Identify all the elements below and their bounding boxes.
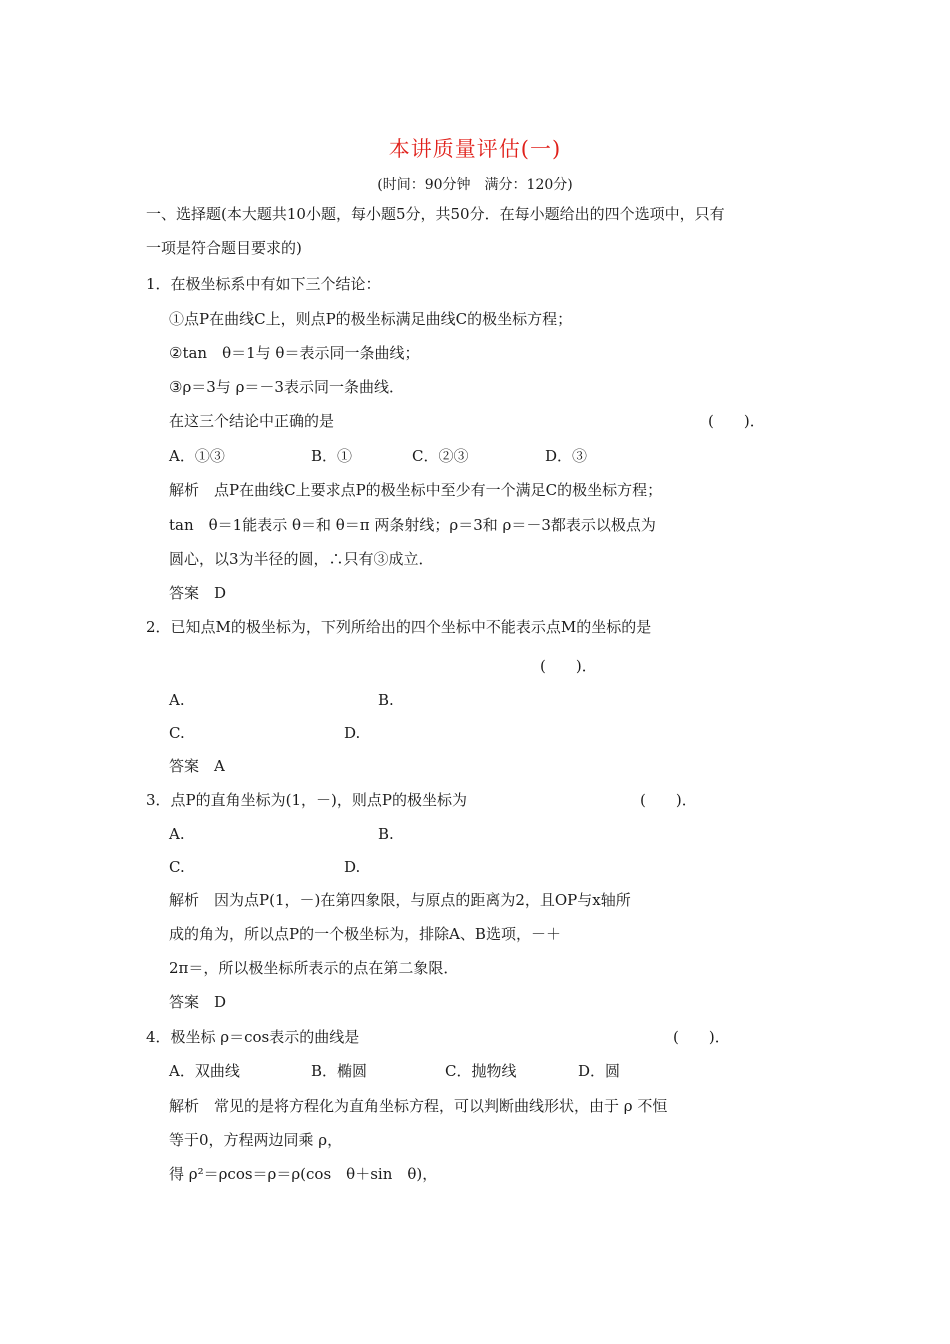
question-2-stem: 2．已知点M的极坐标为，下列所给出的四个坐标中不能表示点M的坐标的是: [146, 618, 652, 636]
question-2-option-b: B.: [378, 691, 394, 709]
question-1-ask: 在这三个结论中正确的是: [169, 412, 335, 430]
question-1-statement-1: ①点P在曲线C上，则点P的极坐标满足曲线C的极坐标方程；: [169, 310, 573, 328]
question-3-analysis-line-3: 2π＝，所以极坐标所表示的点在第二象限．: [169, 959, 459, 977]
question-4-option-a: A．双曲线: [169, 1062, 240, 1080]
exam-info: (时间：90分钟 满分：120分): [377, 177, 573, 193]
question-2-answer: 答案 A: [169, 757, 225, 775]
question-3-analysis-line-1: 解析 因为点P(1，－)在第四象限，与原点的距离为2，且OP与x轴所: [169, 891, 631, 909]
question-3-answer: 答案 D: [169, 993, 227, 1011]
page-title: 本讲质量评估(一): [388, 137, 562, 161]
question-3-option-a: A.: [169, 825, 185, 843]
question-3-option-c: C.: [169, 858, 185, 876]
question-1-stem: 1．在极坐标系中有如下三个结论：: [146, 275, 381, 293]
question-3-analysis-line-2: 成的角为，所以点P的一个极坐标为，排除A、B选项，－＋: [169, 925, 561, 943]
question-4-analysis-line-1: 解析 常见的是将方程化为直角坐标方程，可以判断曲线形状，由于 ρ 不恒: [169, 1097, 668, 1115]
section-intro-line-1: 一、选择题(本大题共10小题，每小题5分，共50分．在每小题给出的四个选项中，只有: [146, 205, 725, 223]
section-intro-line-2: 一项是符合题目要求的): [146, 239, 302, 257]
question-4-option-b: B．椭圆: [311, 1062, 368, 1080]
question-4-answer-blank: ( )．: [673, 1028, 730, 1046]
question-1-analysis-line-1: 解析 点P在曲线C上要求点P的极坐标中至少有一个满足C的极坐标方程；: [169, 481, 663, 499]
question-2-option-d: D.: [344, 724, 361, 742]
question-1-option-a: A．①③: [169, 447, 225, 465]
question-4-analysis-line-2: 等于0，方程两边同乘 ρ，: [169, 1131, 343, 1149]
question-1-answer: 答案 D: [169, 584, 227, 602]
question-3-answer-blank: ( )．: [640, 791, 697, 809]
question-1-answer-blank: ( )．: [708, 412, 765, 430]
question-1-option-b: B．①: [311, 447, 353, 465]
question-1-option-d: D．③: [545, 447, 588, 465]
question-1-analysis-line-2: tan θ＝1能表示 θ＝和 θ＝π 两条射线；ρ＝3和 ρ＝－3都表示以极点为: [169, 516, 656, 534]
question-3-stem: 3．点P的直角坐标为(1，－)，则点P的极坐标为: [146, 791, 467, 809]
question-4-option-d: D．圆: [578, 1062, 621, 1080]
question-4-option-c: C．抛物线: [445, 1062, 517, 1080]
question-2-answer-blank: ( )．: [540, 657, 597, 675]
question-1-analysis-line-3: 圆心，以3为半径的圆，∴只有③成立．: [169, 550, 434, 568]
question-4-analysis-line-3: 得 ρ²＝ρcos＝ρ＝ρ(cos θ＋sin θ)，: [169, 1165, 438, 1183]
question-4-stem: 4．极坐标 ρ＝cos表示的曲线是: [146, 1028, 360, 1046]
question-3-option-b: B.: [378, 825, 394, 843]
question-2-option-c: C.: [169, 724, 185, 742]
question-1-option-c: C．②③: [412, 447, 469, 465]
question-3-option-d: D.: [344, 858, 361, 876]
question-1-statement-3: ③ρ＝3与 ρ＝－3表示同一条曲线．: [169, 378, 404, 396]
question-2-option-a: A.: [169, 691, 185, 709]
question-1-statement-2: ②tan θ＝1与 θ＝表示同一条曲线；: [169, 344, 420, 362]
